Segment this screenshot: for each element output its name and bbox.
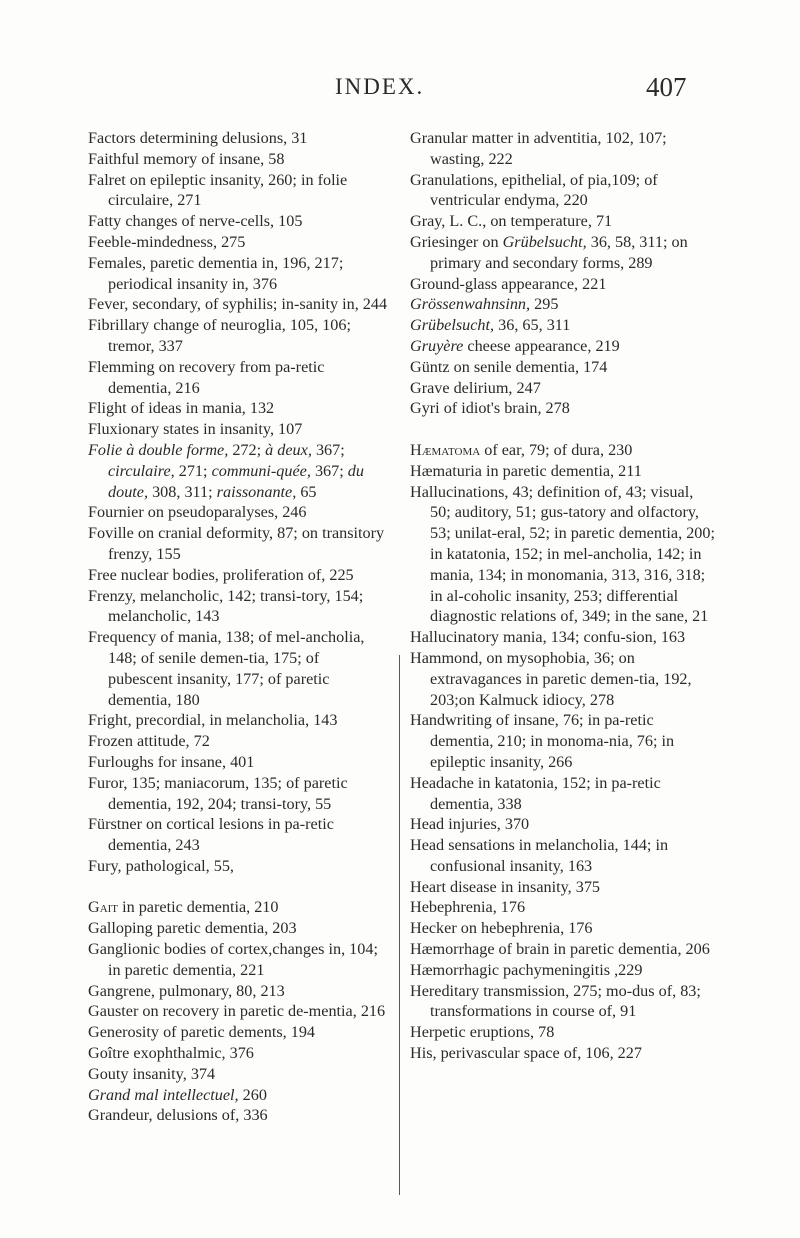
index-entry bbox=[410, 1043, 716, 1064]
index-entry bbox=[410, 294, 716, 315]
index-entry-text: Galloping paretic dementia, 203 bbox=[88, 919, 297, 938]
index-entry-text: Granular matter in adventitia, 102, 107; wasting, 222 bbox=[410, 129, 667, 168]
index-entry-text: cheese appearance, 219 bbox=[463, 336, 620, 355]
index-entry bbox=[88, 315, 388, 357]
index-entry-text: His, perivascular space of, 106, 227 bbox=[410, 1044, 642, 1063]
index-entry bbox=[410, 627, 716, 648]
index-entry-text: Flemming on recovery from pa-retic dementia, 216 bbox=[88, 357, 325, 397]
index-column-right bbox=[410, 128, 716, 1064]
index-entry-text: 36, 58, 311; on primary and secondary forms, 289 bbox=[430, 232, 688, 272]
index-entry-text: Hereditary transmission, 275; mo-dus of, 83; transformations in course of, 91 bbox=[410, 981, 701, 1021]
index-entry-text: Females, paretic dementia in, 196, 217; periodical insanity in, 376 bbox=[88, 253, 344, 293]
index-entry-text: Gray, L. C., on temperature, 71 bbox=[410, 212, 613, 231]
index-entry-text: Falret on epileptic insanity, 260; in folie circulaire, 271 bbox=[88, 170, 348, 210]
index-entry bbox=[410, 960, 716, 981]
index-entry-text: Hæmatoma bbox=[410, 440, 481, 459]
index-entry bbox=[88, 856, 388, 877]
index-entry-text: Folie à double forme, bbox=[88, 440, 229, 459]
index-entry bbox=[410, 274, 716, 295]
index-entry bbox=[88, 981, 388, 1002]
index-entry bbox=[88, 128, 388, 149]
index-entry-text: Gruyère bbox=[410, 336, 464, 355]
index-entry-text: Hæmorrhagic pachymeningitis ,229 bbox=[410, 960, 643, 979]
index-entry bbox=[88, 1085, 388, 1106]
index-entry bbox=[410, 461, 716, 482]
index-entry-text: Hæmorrhage of brain in paretic dementia, 206 bbox=[410, 940, 710, 959]
index-entry-text: communi-quée, bbox=[211, 461, 311, 480]
index-entry bbox=[88, 1001, 388, 1022]
index-entry-text: Fürstner on cortical lesions in pa-retic dementia, 243 bbox=[88, 815, 334, 855]
index-entry bbox=[88, 752, 388, 773]
index-entry-text: Ground-glass appearance, 221 bbox=[410, 274, 607, 293]
index-entry bbox=[410, 128, 716, 170]
index-entry-text: Güntz on senile dementia, 174 bbox=[410, 357, 608, 376]
index-entry-text: Grave delirium, 247 bbox=[410, 378, 541, 397]
index-entry bbox=[88, 398, 388, 419]
index-entry bbox=[88, 710, 388, 731]
index-entry bbox=[88, 1064, 388, 1085]
index-entry-text: Furor, 135; maniacorum, 135; of paretic dementia, 192, 204; transi-tory, 55 bbox=[88, 773, 348, 813]
index-entry-text: Head sensations in melancholia, 144; in confusional insanity, 163 bbox=[410, 836, 669, 875]
index-entry bbox=[88, 1105, 388, 1126]
index-entry bbox=[410, 939, 716, 960]
index-entry-text: Goître exophthalmic, 376 bbox=[88, 1044, 254, 1063]
index-entry bbox=[88, 170, 388, 212]
index-entry bbox=[88, 1043, 388, 1064]
page-title: INDEX. bbox=[335, 74, 425, 99]
index-entry-text: Gangrene, pulmonary, 80, 213 bbox=[88, 981, 285, 1000]
index-entry-text: du doute, bbox=[108, 461, 364, 501]
index-entry bbox=[88, 253, 388, 295]
index-entry bbox=[410, 378, 716, 399]
index-entry bbox=[88, 586, 388, 628]
index-entry bbox=[88, 440, 388, 502]
index-entry bbox=[88, 918, 388, 939]
index-entry-text: of ear, 79; of dura, 230 bbox=[480, 440, 633, 459]
index-entry-text: Hebephrenia, 176 bbox=[410, 898, 526, 917]
index-entry-text: Hallucinatory mania, 134; confu-sion, 163 bbox=[410, 628, 686, 647]
index-entry bbox=[410, 814, 716, 835]
index-entry-text: Grand mal intellectuel, bbox=[88, 1085, 239, 1104]
page-number: 407 bbox=[646, 72, 687, 102]
index-entry-text: Griesinger on bbox=[410, 232, 503, 251]
index-entry-text: Handwriting of insane, 76; in pa-retic dementia, 210; in monoma-nia, 76; in epileptic insanity, 266 bbox=[410, 711, 675, 771]
index-column-left bbox=[88, 128, 388, 1126]
index-entry bbox=[88, 502, 388, 523]
index-entry bbox=[88, 294, 388, 315]
index-entry bbox=[410, 315, 716, 336]
index-entry-text: Grössenwahnsinn, bbox=[410, 295, 531, 314]
index-entry-text: Frozen attitude, 72 bbox=[88, 732, 210, 751]
index-entry-text: raissonante, bbox=[216, 482, 297, 501]
index-entry bbox=[88, 814, 388, 856]
index-entry-text: 295 bbox=[530, 295, 559, 314]
index-entry bbox=[88, 627, 388, 710]
index-entry bbox=[88, 357, 388, 399]
index-entry-text: Grübelsucht, bbox=[502, 232, 587, 251]
index-entry-text: Fright, precordial, in melancholia, 143 bbox=[88, 711, 338, 730]
index-entry bbox=[88, 211, 388, 232]
index-entry bbox=[88, 731, 388, 752]
index-entry-text: Hallucinations, 43; definition of, 43; visual, 50; auditory, 51; gus-tatory and olfactory, 53; unilat-eral, 52; in paretic dementia, 200; in katatonia, 152; in mel-ancholia, 142; in mania, 134; in monomania, 313, 316, 318; in al-coholic insanity, 253; differential diagnostic relations of, 349; in the sane, 21 bbox=[410, 482, 715, 626]
index-entry-text: à deux, bbox=[265, 440, 312, 459]
index-entry-text: Factors determining delusions, 31 bbox=[88, 129, 308, 147]
index-entry-text: Fury, pathological, 55, bbox=[88, 856, 234, 875]
index-entry-text: Gauster on recovery in paretic de-mentia, 216 bbox=[88, 1002, 386, 1021]
index-entry-text: Faithful memory of insane, 58 bbox=[88, 149, 285, 168]
index-entry bbox=[88, 773, 388, 815]
index-entry-text: Hammond, on mysophobia, 36; on extravagances in paretic demen-tia, 192, 203;on Kalmuck idiocy, 278 bbox=[410, 648, 692, 709]
index-entry-text: Flight of ideas in mania, 132 bbox=[88, 399, 275, 418]
index-entry bbox=[88, 419, 388, 440]
index-entry bbox=[410, 357, 716, 378]
index-entry-text: Free nuclear bodies, proliferation of, 225 bbox=[88, 565, 354, 584]
index-entry-text: Hæmaturia in paretic dementia, 211 bbox=[410, 461, 642, 480]
index-entry bbox=[410, 773, 716, 815]
index-entry bbox=[410, 835, 716, 877]
index-entry-text: Fluxionary states in insanity, 107 bbox=[88, 420, 303, 439]
index-entry bbox=[410, 897, 716, 918]
index-entry bbox=[88, 897, 388, 918]
index-entry-text: Foville on cranial deformity, 87; on transitory frenzy, 155 bbox=[88, 524, 385, 563]
index-entry-text: 272; bbox=[228, 440, 266, 459]
index-entry-text: Granulations, epithelial, of pia,109; of ventricular endyma, 220 bbox=[410, 170, 658, 210]
index-entry bbox=[88, 232, 388, 253]
index-entry-text: Herpetic eruptions, 78 bbox=[410, 1023, 555, 1042]
index-entry bbox=[410, 981, 716, 1023]
index-entry bbox=[88, 565, 388, 586]
index-entry bbox=[410, 710, 716, 772]
index-entry-text: 308, 311; bbox=[148, 482, 217, 501]
index-entry-text: Gait bbox=[88, 898, 119, 917]
index-entry-text: Ganglionic bodies of cortex,changes in, 104; in paretic dementia, 221 bbox=[88, 940, 378, 979]
index-entry bbox=[410, 648, 716, 710]
index-entry bbox=[410, 918, 716, 939]
running-head bbox=[0, 74, 800, 104]
column-divider bbox=[399, 655, 400, 1195]
index-entry-text: Fever, secondary, of syphilis; in-sanity in, 244 bbox=[88, 295, 388, 314]
index-entry bbox=[410, 232, 716, 274]
index-entry-text: Feeble-mindedness, 275 bbox=[88, 232, 246, 251]
index-entry bbox=[410, 482, 716, 628]
index-entry-text: Fibrillary change of neuroglia, 105, 106; tremor, 337 bbox=[88, 316, 351, 355]
index-entry bbox=[410, 336, 716, 357]
index-entry-text: Heart disease in insanity, 375 bbox=[410, 877, 601, 896]
index-entry-text: 367; bbox=[311, 440, 345, 459]
index-entry-text: Hecker on hebephrenia, 176 bbox=[410, 919, 593, 938]
index-entry-text: 271; bbox=[174, 461, 212, 480]
index-entry-text: Fournier on pseudoparalyses, 246 bbox=[88, 503, 307, 522]
index-entry-text: 36, 65, 311 bbox=[494, 316, 571, 335]
index-entry-text: 367; bbox=[310, 461, 348, 480]
index-entry-text: Headache in katatonia, 152; in pa-retic dementia, 338 bbox=[410, 773, 661, 813]
index-entry-text: Furloughs for insane, 401 bbox=[88, 752, 255, 771]
index-entry bbox=[410, 170, 716, 212]
index-entry-text: in paretic dementia, 210 bbox=[118, 898, 279, 917]
index-entry-text: Gouty insanity, 374 bbox=[88, 1064, 216, 1083]
index-entry bbox=[88, 939, 388, 981]
index-entry bbox=[410, 211, 716, 232]
index-entry bbox=[410, 440, 716, 461]
index-entry bbox=[88, 523, 388, 565]
index-entry-text: Frenzy, melancholic, 142; transi-tory, 154; melancholic, 143 bbox=[88, 586, 364, 626]
index-entry-text: 65 bbox=[296, 482, 317, 501]
index-entry-text: Head injuries, 370 bbox=[410, 815, 530, 834]
index-entry-text: circulaire, bbox=[108, 461, 175, 480]
index-entry-text: Generosity of paretic dements, 194 bbox=[88, 1023, 316, 1042]
index-entry-text: Grandeur, delusions of, 336 bbox=[88, 1106, 268, 1125]
index-entry-text: Grübelsucht, bbox=[410, 316, 495, 335]
index-entry bbox=[410, 877, 716, 898]
index-entry bbox=[88, 1022, 388, 1043]
index-entry-text: Fatty changes of nerve-cells, 105 bbox=[88, 212, 303, 231]
index-entry-text: 260 bbox=[238, 1085, 267, 1104]
index-entry bbox=[410, 398, 716, 419]
index-entry-text: Frequency of mania, 138; of mel-ancholia, 148; of senile demen-tia, 175; of pubescent insanity, 177; of paretic dementia, 180 bbox=[88, 628, 365, 709]
index-entry-text: Gyri of idiot's brain, 278 bbox=[410, 399, 570, 418]
index-entry bbox=[88, 149, 388, 170]
index-entry bbox=[410, 1022, 716, 1043]
